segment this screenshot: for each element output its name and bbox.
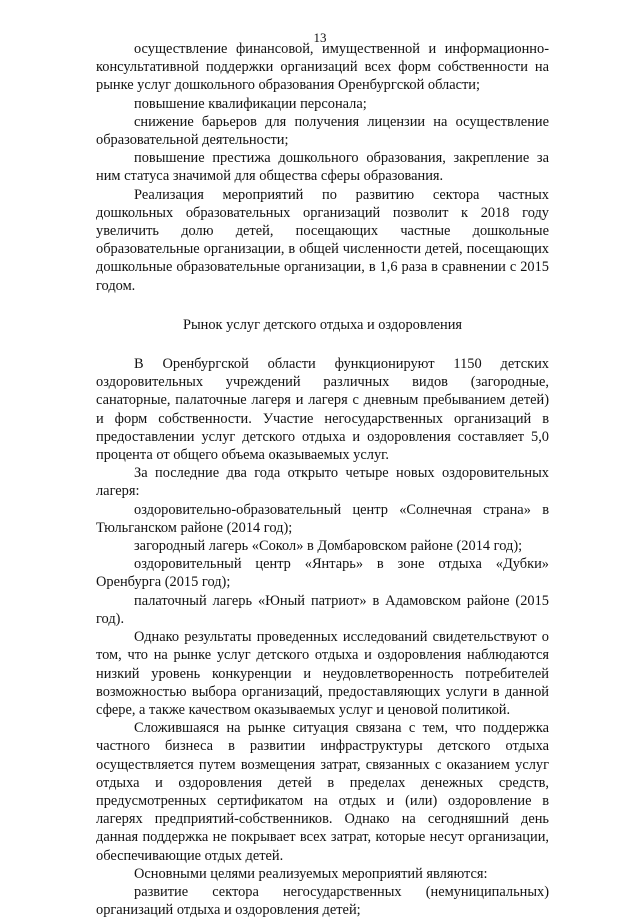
paragraph: повышение престижа дошкольного образования, закрепление за ним статуса значимой для общества сферы образования.: [96, 150, 549, 185]
paragraph: Однако результаты проведенных исследований свидетельствуют о том, что на рынке услуг детского отдыха и оздоровления наблюдаются низкий уровень конкуренции и неудовлетворенность потребителей возможностью выбора организаций, предоставляющих услуги в данной сфере, а также качеством оказываемых услуг и ценовой политикой.: [96, 629, 549, 718]
section-title: Рынок услуг детского отдыха и оздоровления: [182, 316, 463, 333]
paragraph: повышение квалификации персонала;: [134, 95, 367, 112]
paragraph: Реализация мероприятий по развитию сектора частных дошкольных образовательных организаций позволит к 2018 году увеличить долю детей, посещающих частные дошкольные образовательные организации, в общей численности детей, посещающих дошкольные образовательные организации, в 1,6 раза в сравнении с 2015 годом.: [96, 186, 549, 294]
list-item: палаточный лагерь «Юный патриот» в Адамовском районе (2015 год).: [96, 592, 549, 627]
paragraph: Основными целями реализуемых мероприятий являются:: [134, 865, 488, 882]
list-item: развитие сектора негосударственных (немуниципальных) организаций отдыха и оздоровления детей;: [96, 883, 549, 919]
paragraph: В Оренбургской области функционируют 1150 детских оздоровительных учреждений различных видов (загородные, санаторные, палаточные лагеря и лагеря с дневным пребыванием детей) и форм собственности. Участие негосударственных организаций в предоставлении услуг детского отдыха и оздоровления составляет 5,0 процента от общего объема оказываемых услуг.: [96, 356, 549, 464]
paragraph: снижение барьеров для получения лицензии на осуществление образовательной деятельности;: [96, 113, 549, 149]
list-item: оздоровительно-образовательный центр «Солнечная страна» в Тюльганском районе (2014 год);: [96, 501, 549, 536]
list-item: загородный лагерь «Сокол» в Домбаровском районе (2014 год);: [134, 538, 523, 555]
paragraph: Сложившаяся на рынке ситуация связана с тем, что поддержка частного бизнеса в развитии инфраструктуры детского отдыха осуществляется путем возмещения затрат, связанных с оказанием услуг отдыха и оздоровления детей в пределах денежных средств, предусмотренных сертификатом на отдых и (или) оздоровление в лагерях предприятий-собственников. Однако на сегодняшний день данная поддержка не покрывает всех затрат, которые несут организации, обеспечивающие отдых детей.: [96, 720, 549, 864]
document-body: [96, 40, 549, 919]
page-number: 13: [313, 30, 327, 45]
list-item: оздоровительный центр «Янтарь» в зоне отдыха «Дубки» Оренбурга (2015 год);: [96, 556, 549, 591]
paragraph: За последние два года открыто четыре новых оздоровительных лагеря:: [96, 465, 549, 500]
paragraph: осуществление финансовой, имущественной и информационно-консультативной поддержки организаций всех форм собственности на рынке услуг дошкольного образования Оренбургской области;: [96, 41, 549, 94]
